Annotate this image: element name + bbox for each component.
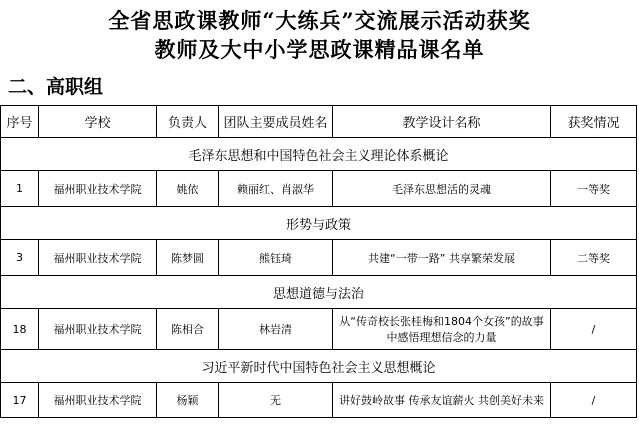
table-header-row <box>1 106 637 138</box>
category-label: 习近平新时代中国特色社会主义思想概论 <box>1 350 637 383</box>
award-table <box>0 105 637 418</box>
cell-school: 福州职业技术学院 <box>39 171 157 207</box>
document-title-line1: 全省思政课教师“大练兵”交流展示活动获奖 <box>108 8 531 33</box>
category-row <box>1 207 637 240</box>
header-design: 教学设计名称 <box>333 106 551 138</box>
cell-no: 17 <box>1 383 39 418</box>
table-row <box>1 240 637 276</box>
cell-leader: 姚依 <box>157 171 219 207</box>
category-label: 思想道德与法治 <box>1 276 637 309</box>
cell-award: / <box>551 383 637 418</box>
category-label: 毛泽东思想和中国特色社会主义理论体系概论 <box>1 138 637 171</box>
cell-school: 福州职业技术学院 <box>39 240 157 276</box>
cell-no: 18 <box>1 309 39 350</box>
cell-leader: 陈梦圆 <box>157 240 219 276</box>
cell-no: 1 <box>1 171 39 207</box>
header-no: 序号 <box>1 106 39 138</box>
cell-award: / <box>551 309 637 350</box>
cell-members: 熊钰琦 <box>219 240 333 276</box>
cell-leader: 杨颖 <box>157 383 219 418</box>
cell-members: 无 <box>219 383 333 418</box>
header-leader: 负责人 <box>157 106 219 138</box>
table-row <box>1 309 637 350</box>
category-row <box>1 350 637 383</box>
document-title-line2: 教师及大中小学思政课精品课名单 <box>154 37 485 62</box>
cell-award: 一等奖 <box>551 171 637 207</box>
cell-design: 从“传奇校长张桂梅和1804个女孩”的故事中感悟理想信念的力量 <box>333 309 551 350</box>
cell-award: 二等奖 <box>551 240 637 276</box>
cell-design: 毛泽东思想活的灵魂 <box>333 171 551 207</box>
table-row <box>1 383 637 418</box>
cell-leader: 陈相合 <box>157 309 219 350</box>
header-members: 团队主要成员姓名 <box>219 106 333 138</box>
cell-design: 讲好鼓岭故事 传承友谊薪火 共创美好未来 <box>333 383 551 418</box>
header-award: 获奖情况 <box>551 106 637 138</box>
cell-members: 赖丽红、肖淑华 <box>219 171 333 207</box>
cell-design: 共建“一带一路” 共享繁荣发展 <box>333 240 551 276</box>
cell-school: 福州职业技术学院 <box>39 383 157 418</box>
category-label: 形势与政策 <box>1 207 637 240</box>
table-row <box>1 171 637 207</box>
category-row <box>1 276 637 309</box>
header-school: 学校 <box>39 106 157 138</box>
cell-school: 福州职业技术学院 <box>39 309 157 350</box>
cell-no: 3 <box>1 240 39 276</box>
category-row <box>1 138 637 171</box>
cell-members: 林岩清 <box>219 309 333 350</box>
section-heading: 二、高职组 <box>8 76 104 98</box>
